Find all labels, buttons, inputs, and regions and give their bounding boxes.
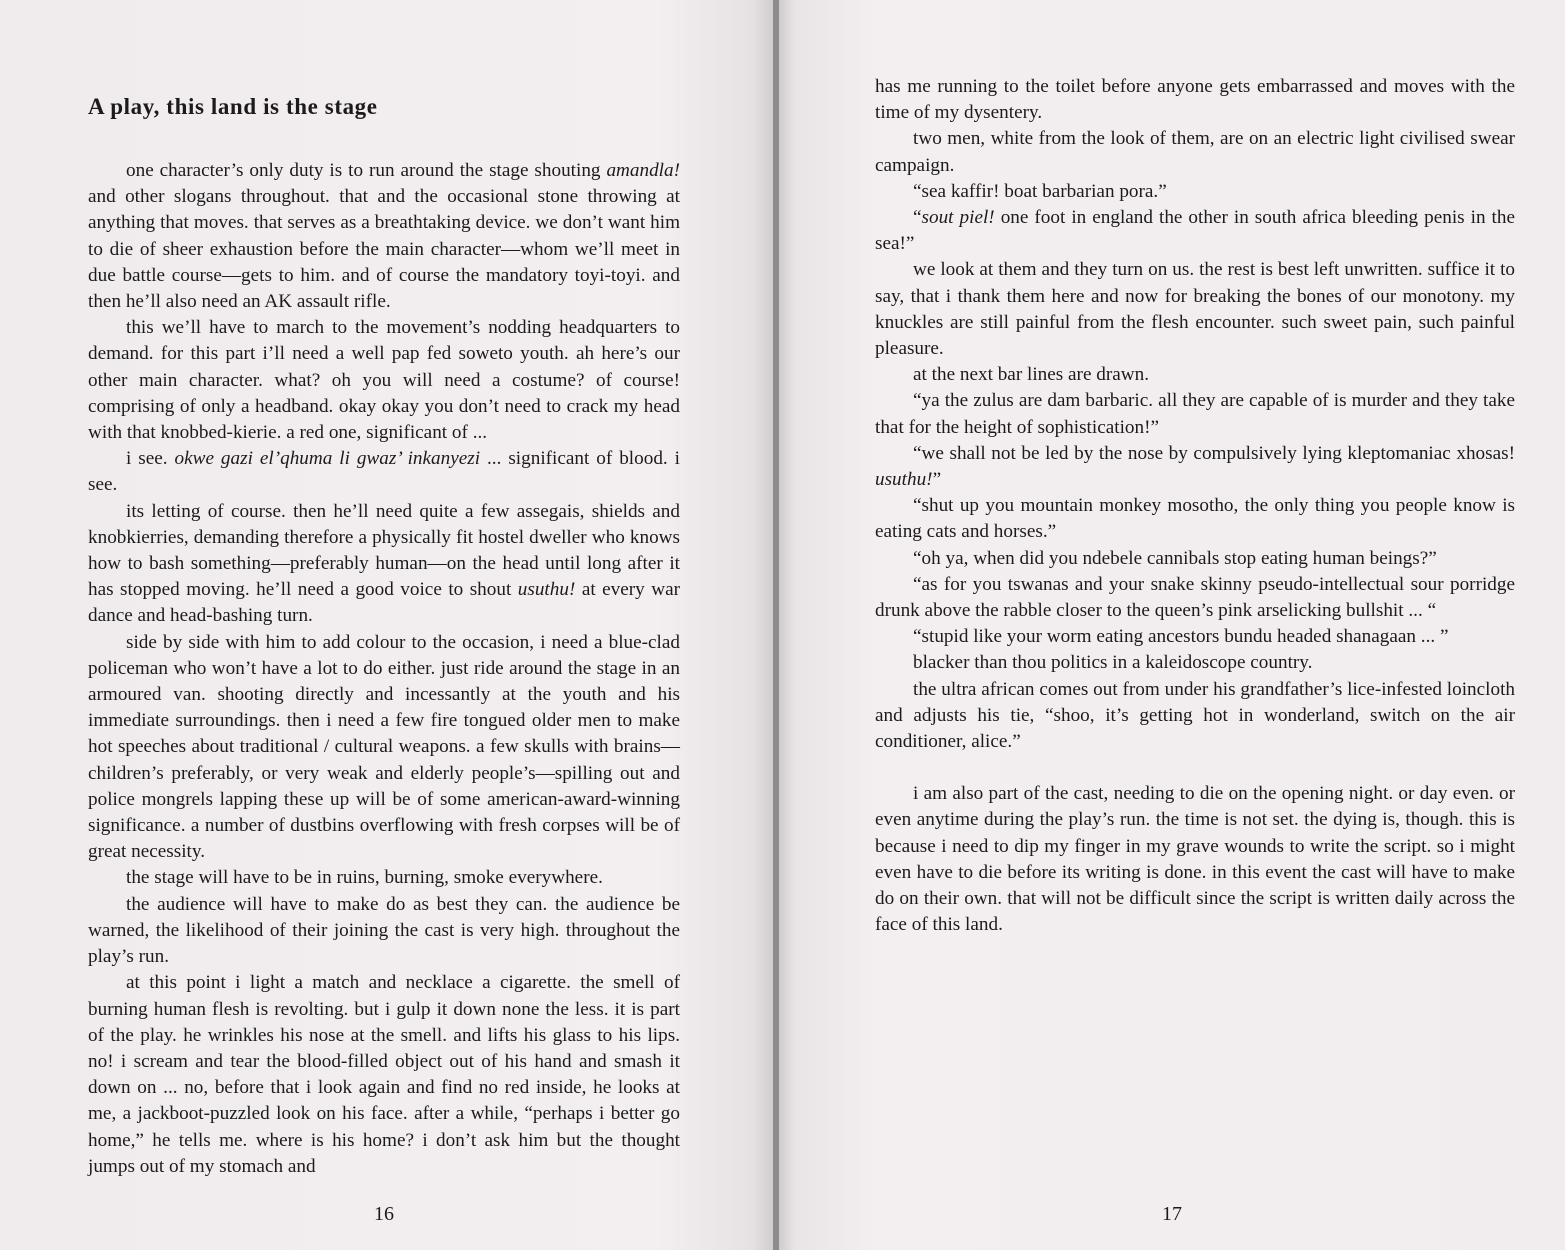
paragraph: “ya the zulus are dam barbaric. all they are capable of is murder and they take that for the height of sophistication!”: [875, 390, 1515, 438]
italic-text: amandla!: [606, 160, 680, 181]
paragraph: “shut up you mountain monkey mosotho, the only thing you people know is eating cats and horses.”: [875, 495, 1515, 543]
right-page-body: [875, 74, 1515, 939]
paragraph: the audience will have to make do as best they can. the audience be warned, the likelihood of their joining the cast is very high. throughout the play’s run.: [88, 893, 680, 968]
paragraph: this we’ll have to march to the movement’s nodding headquarters to demand. for this part i’ll need a well pap fed soweto youth. ah here’s our other main character. what? oh you will need a costume? of course! comprising of only a headband. okay okay you don’t need to crack my head with that knobbed-kierie. a red one, significant of ...: [88, 317, 680, 444]
paragraph: i see. okwe gazi el’qhuma li gwaz’ inkanyezi ... significant of blood. i see.: [88, 448, 680, 496]
paragraph: one character’s only duty is to run around the stage shouting amandla! and other slogans throughout. that and the occasional stone throwing at anything that moves. that serves as a breathtaking device. we don’t want him to die of sheer exhaustion before the main character—whom we’ll meet in due battle course—gets to him. and of course the mandatory toyi-toyi. and then he’ll also need an AK assault rifle.: [88, 160, 680, 313]
paragraph: we look at them and they turn on us. the rest is best left unwritten. suffice it to say, that i thank them here and now for breaking the bones of our monotony. my knuckles are still painful from the flesh encounter. such sweet pain, such painful pleasure.: [875, 259, 1515, 360]
paragraph: its letting of course. then he’ll need quite a few assegais, shields and knobkierries, demanding therefore a physically fit hostel dweller who knows how to bash something—preferably human—on the head until long after it has stopped moving. he’ll need a good voice to shout usuthu! at every war dance and head-bashing turn.: [88, 500, 680, 627]
paragraph: “sea kaffir! boat barbarian pora.”: [913, 180, 1167, 202]
italic-text: sout piel!: [921, 207, 995, 229]
paragraph: at the next bar lines are drawn.: [913, 364, 1150, 386]
paragraph: the stage will have to be in ruins, burning, smoke everywhere.: [126, 867, 603, 889]
page-number-left: 16: [374, 1203, 394, 1225]
paragraph: has me running to the toilet before anyone gets embarrassed and moves with the time of my dysentery.: [875, 76, 1515, 124]
paragraph: “sout piel! one foot in england the other in south africa bleeding penis in the sea!”: [875, 207, 1515, 255]
paragraph: blacker than thou politics in a kaleidoscope country.: [913, 652, 1313, 674]
paragraph: “we shall not be led by the nose by compulsively lying kleptomaniac xhosas! usuthu!”: [875, 442, 1515, 491]
italic-text: usuthu!: [875, 469, 933, 491]
paragraph: side by side with him to add colour to the occasion, i need a blue-clad policeman who won’t have a lot to do either. just ride around the stage in an armoured van. shooting directly and incessantly at the youth and his immediate surroundings. then i need a few fire tongued older men to make hot speeches about traditional / cultural weapons. a few skulls with brains—children’s preferably, or very weak and elderly people’s—spilling out and police mongrels lapping these up will be of some american-award-winning significance. a number of dustbins overflowing with fresh corpses will be of great necessity.: [88, 631, 680, 863]
right-page-text: [875, 74, 1515, 939]
page-number-right: 17: [1162, 1203, 1182, 1225]
italic-text: usuthu!: [517, 579, 576, 601]
paragraph: “as for you tswanas and your snake skinny pseudo-intellectual sour porridge drunk above the rabble closer to the queen’s pink arselicking bullshit ... “: [875, 573, 1515, 622]
chapter-heading: A play, this land is the stage: [88, 94, 378, 119]
paragraph: at this point i light a match and necklace a cigarette. the smell of burning human flesh is revolting. but i gulp it down none the less. it is part of the play. he wrinkles his nose at the smell. and lifts his glass to his lips. no! i scream and tear the blood-filled object out of his hand and smash it down on ... no, before that i look again and find no red inside, he looks at me, a jackboot-puzzled look on his face. after a while, “perhaps i better go home,” he tells me. where is his home? i don’t ask him but the thought jumps out of my stomach and: [88, 972, 680, 1177]
paragraph: two men, white from the look of them, are on an electric light civilised swear campaign.: [875, 128, 1515, 176]
paragraph: the ultra african comes out from under his grandfather’s lice-infested loincloth and adjusts his tie, “shoo, it’s getting hot in wonderland, switch on the air conditioner, alice.”: [875, 678, 1515, 753]
paragraph: i am also part of the cast, needing to die on the opening night. or day even. or even anytime during the play’s run. the time is not set. the dying is, though. this is because i need to dip my finger in my grave wounds to write the script. so i might even have to die before its writing is done. in this event the cast will have to make do on their own. that will not be difficult since the script is written daily across the face of this land.: [875, 783, 1515, 936]
paragraph: “oh ya, when did you ndebele cannibals stop eating human beings?”: [913, 547, 1437, 569]
paragraph: “stupid like your worm eating ancestors bundu headed shanagaan ... ”: [913, 626, 1449, 648]
left-page-text: [88, 158, 680, 1180]
left-page: [0, 0, 775, 1250]
italic-text: okwe gazi el’qhuma li gwaz’ inkanyezi: [174, 448, 481, 470]
section-break: [875, 755, 1515, 781]
left-page-body: [88, 92, 680, 1180]
right-page: [779, 0, 1565, 1250]
